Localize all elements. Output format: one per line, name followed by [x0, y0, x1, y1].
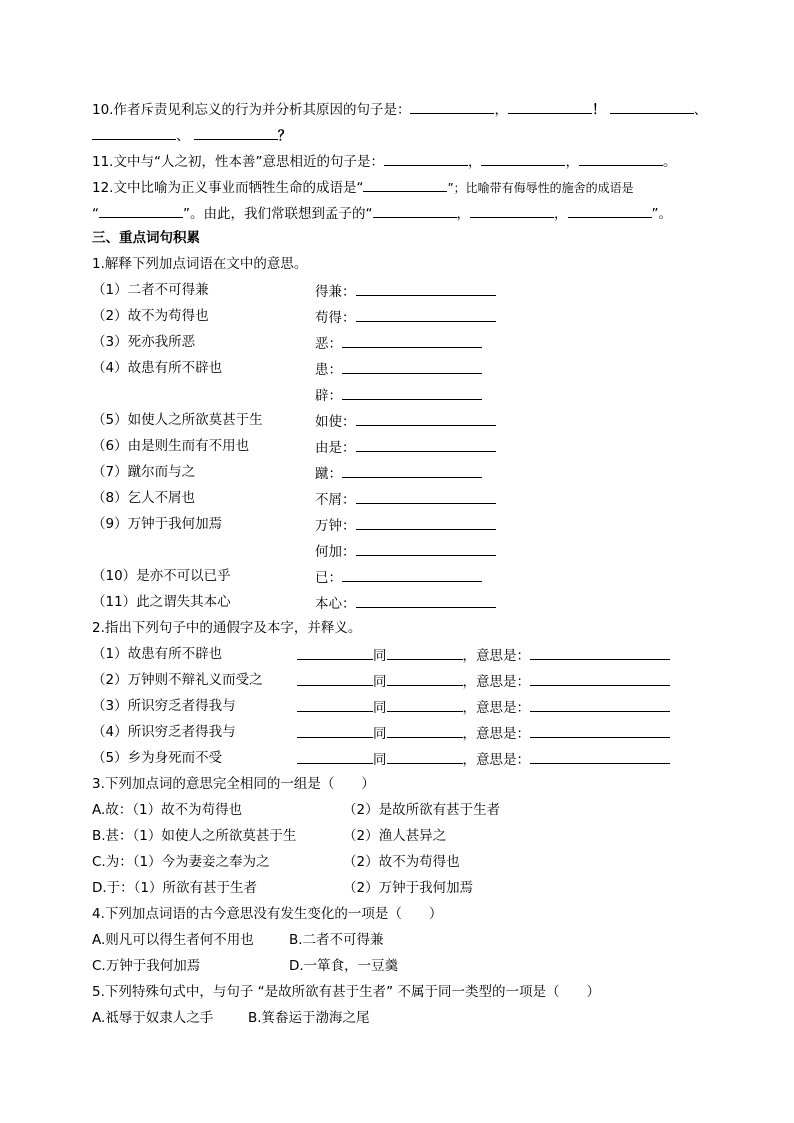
p2-answer: 同 ，意思是： — [297, 748, 670, 770]
tongjia-blank[interactable] — [297, 670, 373, 686]
p1-item-number: （4） — [92, 360, 128, 376]
benzi-blank[interactable] — [387, 722, 463, 738]
p2-answer: 同 ，意思是： — [297, 722, 670, 744]
q10-line-2: 、 ？ — [92, 124, 291, 146]
p1-item-sentence: 万钟于我何加焉 — [127, 516, 223, 532]
answer-blank[interactable] — [356, 436, 496, 452]
q12-line-1: 12.文中比喻为正义事业而牺牲生命的成语是“ ”；比喻带有侮辱性的施舍的成语是 — [92, 176, 634, 198]
p1-row — [92, 410, 263, 430]
p2-answer: 同 ，意思是： — [297, 644, 670, 666]
tongjia-blank[interactable] — [297, 722, 373, 738]
p1-word-answer — [315, 384, 482, 406]
p3-option-second: （2）是故所欲有甚于生者 — [343, 802, 501, 818]
p1-item-word: 不屑： — [315, 492, 356, 508]
p1-word-answer — [315, 462, 482, 484]
p2-item-sentence: 万钟则不辩礼义而受之 — [127, 672, 263, 688]
p1-item-sentence: 死亦我所恶 — [127, 334, 196, 350]
answer-blank[interactable] — [356, 488, 496, 504]
p1-item-number: （2） — [92, 308, 128, 324]
p3-option-second: （2）渔人甚异之 — [343, 828, 447, 844]
p1-word-answer — [315, 592, 496, 614]
p4-option-b[interactable]: B.二者不可得兼 — [289, 932, 384, 948]
p2-item-sentence: 所识穷乏者得我与 — [127, 724, 236, 740]
p3-option[interactable]: B.甚：（1）如使人之所欲莫甚于生 — [92, 828, 297, 844]
p1-word-answer — [315, 410, 496, 432]
q10-text: 10.作者斥责见利忘义的行为并分析其原因的句子是： — [92, 102, 411, 118]
p2-row — [92, 748, 222, 768]
p2-title: 2.指出下列句子中的通假字及本字，并释义。 — [92, 620, 362, 636]
p1-item-word: 何加： — [315, 544, 356, 560]
p2-item-sentence: 故患有所不辟也 — [127, 646, 223, 662]
q11-line: 11.文中与“人之初，性本善”意思相近的句子是： ， ， 。 — [92, 150, 676, 172]
benzi-blank[interactable] — [387, 748, 463, 764]
p1-item-number: （9） — [92, 516, 128, 532]
p3-option-second: （2）故不为苟得也 — [343, 854, 460, 870]
p1-row — [92, 462, 195, 482]
p1-item-word: 蹴： — [315, 466, 342, 482]
p1-word-answer — [315, 332, 482, 354]
p1-row — [92, 592, 231, 612]
answer-blank[interactable] — [356, 592, 496, 608]
benzi-blank[interactable] — [387, 696, 463, 712]
p1-word-answer — [315, 540, 496, 562]
tongjia-blank[interactable] — [297, 644, 373, 660]
p1-word-answer — [315, 488, 496, 510]
p1-row — [92, 306, 209, 326]
answer-blank[interactable] — [384, 150, 468, 166]
p2-item-number: （5） — [92, 750, 128, 766]
p1-item-number: （10） — [92, 568, 137, 584]
p1-item-word: 苟得： — [315, 310, 356, 326]
p1-item-word: 由是： — [315, 440, 356, 456]
answer-blank[interactable] — [363, 176, 447, 192]
p1-item-number: （6） — [92, 438, 128, 454]
tongjia-blank[interactable] — [297, 748, 373, 764]
p1-row — [92, 566, 231, 586]
p4-option-d[interactable]: D.一箪食，一豆羹 — [289, 958, 399, 974]
p1-item-number: （5） — [92, 412, 128, 428]
p1-word-answer — [315, 280, 496, 302]
p1-item-number: （8） — [92, 490, 128, 506]
q10-line-1: 10.作者斥责见利忘义的行为并分析其原因的句子是： ， ！ 、 — [92, 98, 707, 120]
p5-option-b[interactable]: B.箕畚运于渤海之尾 — [248, 1010, 370, 1026]
q12-text: 12.文中比喻为正义事业而牺牲生命的成语是“ — [92, 180, 364, 196]
p2-item-number: （1） — [92, 646, 128, 662]
answer-blank[interactable] — [579, 150, 663, 166]
p1-word-answer — [315, 566, 482, 588]
p4-option-c[interactable]: C.万钟于我何加焉 — [92, 958, 201, 974]
p3-option[interactable]: D.于：（1）所欲有甚于生者 — [92, 880, 258, 896]
p1-row — [92, 358, 222, 378]
answer-blank[interactable] — [508, 98, 592, 114]
p1-title: 1.解释下列加点词语在文中的意思。 — [92, 256, 308, 272]
p1-item-word: 恶： — [315, 336, 342, 352]
answer-blank[interactable] — [610, 98, 694, 114]
answer-blank[interactable] — [194, 124, 278, 140]
p1-word-answer — [315, 436, 496, 458]
p2-item-number: （4） — [92, 724, 128, 740]
answer-blank[interactable] — [99, 202, 183, 218]
answer-blank[interactable] — [342, 332, 482, 348]
p2-item-number: （3） — [92, 698, 128, 714]
answer-blank[interactable] — [342, 358, 482, 374]
answer-blank[interactable] — [342, 462, 482, 478]
q12-line-2: “ ”。由此，我们常联想到孟子的“ ， ， ”。 — [92, 202, 672, 224]
p2-answer: 同 ，意思是： — [297, 696, 670, 718]
p2-item-sentence: 所识穷乏者得我与 — [127, 698, 236, 714]
p1-row — [92, 332, 195, 352]
p1-item-number: （7） — [92, 464, 128, 480]
p1-item-word: 如使： — [315, 414, 356, 430]
p5-title: 5.下列特殊句式中，与句子 “是故所欲有甚于生者” 不属于同一类型的一项是（ ） — [92, 984, 600, 1000]
p1-row — [92, 514, 222, 534]
p1-word-answer — [315, 514, 496, 536]
p2-answer: 同 ，意思是： — [297, 670, 670, 692]
p2-row — [92, 670, 263, 690]
p1-item-word: 已： — [315, 570, 342, 586]
p1-item-word: 万钟： — [315, 518, 356, 534]
p1-word-answer — [315, 358, 482, 380]
p1-item-word: 得兼： — [315, 284, 356, 300]
p2-item-number: （2） — [92, 672, 128, 688]
p1-item-number: （3） — [92, 334, 128, 350]
p5-option-a[interactable]: A.祗辱于奴隶人之手 — [92, 1010, 214, 1026]
answer-blank[interactable] — [373, 202, 457, 218]
p1-row — [92, 280, 209, 300]
p3-title: 3.下列加点词的意思完全相同的一组是（ ） — [92, 776, 375, 792]
p1-item-number: （1） — [92, 282, 128, 298]
p2-row — [92, 696, 236, 716]
section-3-title: 三、重点词句积累 — [92, 230, 200, 246]
p1-item-word: 患： — [315, 362, 342, 378]
answer-blank[interactable] — [356, 514, 496, 530]
meaning-blank[interactable] — [530, 670, 670, 686]
answer-blank[interactable] — [410, 98, 494, 114]
meaning-blank[interactable] — [530, 696, 670, 712]
benzi-blank[interactable] — [387, 670, 463, 686]
p1-item-sentence: 二者不可得兼 — [127, 282, 209, 298]
p1-item-sentence: 故患有所不辟也 — [127, 360, 223, 376]
p2-row — [92, 644, 222, 664]
answer-blank[interactable] — [481, 150, 565, 166]
answer-blank[interactable] — [342, 566, 482, 582]
p1-item-sentence: 由是则生而有不用也 — [127, 438, 250, 454]
p1-word-answer — [315, 306, 496, 328]
p3-option-second: （2）万钟于我何加焉 — [343, 880, 474, 896]
p2-row — [92, 722, 236, 742]
meaning-blank[interactable] — [530, 748, 670, 764]
meaning-blank[interactable] — [530, 722, 670, 738]
answer-blank[interactable] — [342, 384, 482, 400]
p1-item-word: 辟： — [315, 388, 342, 404]
p1-item-number: （11） — [92, 594, 137, 610]
answer-blank[interactable] — [92, 124, 176, 140]
meaning-blank[interactable] — [530, 644, 670, 660]
answer-blank[interactable] — [568, 202, 652, 218]
p3-option[interactable]: A.故：（1）故不为苟得也 — [92, 802, 243, 818]
benzi-blank[interactable] — [387, 644, 463, 660]
p1-row — [92, 488, 195, 508]
tongjia-blank[interactable] — [297, 696, 373, 712]
q11-text: 11.文中与“人之初，性本善”意思相近的句子是： — [92, 154, 384, 170]
p4-option-a[interactable]: A.则凡可以得生者何不用也 — [92, 932, 254, 948]
answer-blank[interactable] — [470, 202, 554, 218]
p1-item-sentence: 蹴尔而与之 — [127, 464, 196, 480]
p1-item-sentence: 乞人不屑也 — [127, 490, 196, 506]
p1-item-sentence: 故不为苟得也 — [127, 308, 209, 324]
p4-title: 4.下列加点词语的古今意思没有发生变化的一项是（ ） — [92, 906, 443, 922]
p2-item-sentence: 乡为身死而不受 — [127, 750, 223, 766]
answer-blank[interactable] — [356, 280, 496, 296]
p1-row — [92, 436, 249, 456]
p1-item-word: 本心： — [315, 596, 356, 612]
answer-blank[interactable] — [356, 540, 496, 556]
answer-blank[interactable] — [356, 410, 496, 426]
answer-blank[interactable] — [356, 306, 496, 322]
p1-item-sentence: 如使人之所欲莫甚于生 — [127, 412, 263, 428]
p1-item-sentence: 是亦不可以已乎 — [136, 568, 231, 584]
p1-item-sentence: 此之谓失其本心 — [136, 594, 231, 610]
p3-option[interactable]: C.为：（1）今为妻妾之奉为之 — [92, 854, 270, 870]
